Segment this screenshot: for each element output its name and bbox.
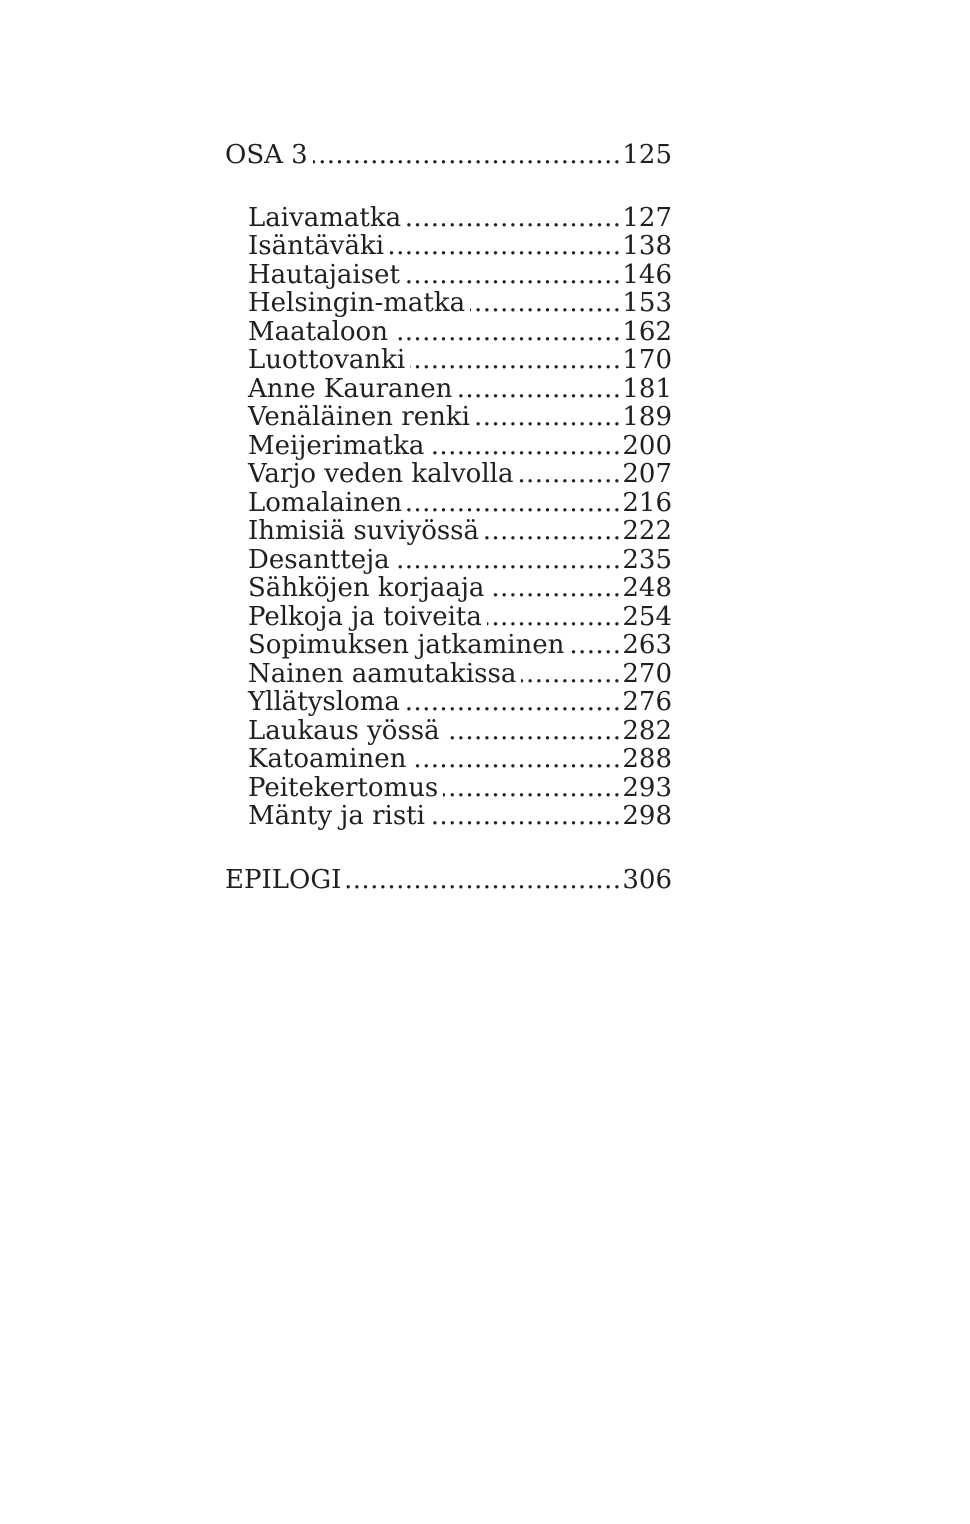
toc-entry-title: Maataloon	[248, 316, 388, 347]
dot-leader	[411, 745, 621, 774]
toc-entry-title: Luottovanki	[248, 345, 406, 375]
toc-entry-page-number: 162	[622, 316, 672, 347]
toc-entry	[225, 517, 672, 546]
toc-entry-title: Isäntäväki	[248, 231, 385, 261]
toc-part-title: OSA 3	[225, 140, 308, 170]
dot-leader	[395, 546, 622, 575]
toc-entry	[225, 717, 672, 746]
toc-entry-title: Hautajaiset	[248, 259, 400, 290]
toc-entry-title: Mänty ja risti	[248, 801, 425, 831]
dot-leader	[521, 660, 621, 689]
dot-leader	[489, 574, 621, 603]
toc-entry-page-number: 288	[622, 744, 672, 774]
toc-entry	[225, 774, 672, 803]
toc-entry-page-number: 189	[622, 402, 672, 432]
toc-entry	[225, 546, 672, 575]
toc-chapter-list	[225, 204, 672, 831]
toc-entry-title: Yllätysloma	[248, 687, 400, 717]
toc-entry	[225, 631, 672, 660]
toc-entry-page-number: 248	[622, 573, 672, 603]
toc-entry-title: Pelkoja ja toiveita	[248, 601, 482, 632]
dot-leader	[346, 866, 621, 895]
toc-entry-page-number: 235	[622, 544, 672, 575]
dot-leader	[475, 403, 621, 432]
dot-leader	[445, 717, 622, 746]
toc-entry-page-number: 270	[622, 658, 672, 689]
toc-entry-page-number: 254	[622, 601, 672, 632]
toc-entry	[225, 460, 672, 489]
toc-entry-page-number: 298	[622, 801, 672, 831]
toc-entry	[225, 232, 672, 261]
dot-leader	[405, 261, 621, 290]
toc-entry	[225, 688, 672, 717]
toc-entry-title: Helsingin-matka	[248, 288, 466, 318]
toc-entry	[225, 289, 672, 318]
table-of-contents	[225, 141, 672, 894]
toc-entry-title: Laukaus yössä	[248, 715, 440, 746]
toc-entry-page-number: 146	[622, 259, 672, 290]
toc-entry-page-number: 127	[622, 202, 672, 233]
toc-entry-page-number: 222	[622, 516, 672, 546]
toc-entry-page-number: 293	[622, 772, 672, 803]
toc-entry	[225, 375, 672, 404]
toc-entry-title: Meijerimatka	[248, 430, 425, 461]
toc-entry	[225, 802, 672, 831]
dot-leader	[405, 688, 621, 717]
toc-entry-title: Ihmisiä suviyössä	[248, 516, 480, 546]
toc-entry-page-number: 181	[622, 373, 672, 404]
dot-leader	[389, 232, 621, 261]
toc-entry-title: Venäläinen renki	[248, 402, 470, 432]
toc-part-header	[225, 141, 672, 170]
toc-entry-title: Katoaminen	[248, 744, 407, 774]
toc-entry	[225, 745, 672, 774]
dot-leader	[443, 774, 621, 803]
toc-entry-title: Peitekertomus	[248, 772, 439, 803]
dot-leader	[393, 318, 621, 347]
dot-leader	[518, 460, 621, 489]
toc-entry-page-number: 138	[622, 231, 672, 261]
toc-part-page-number: 125	[622, 140, 672, 170]
dot-leader	[569, 631, 621, 660]
dot-leader	[457, 375, 621, 404]
dot-leader	[406, 204, 621, 233]
toc-entry	[225, 403, 672, 432]
toc-entry	[225, 432, 672, 461]
dot-leader	[429, 432, 621, 461]
toc-epilog-title: EPILOGI	[225, 864, 342, 895]
toc-entry-page-number: 153	[622, 288, 672, 318]
toc-entry	[225, 346, 672, 375]
toc-entry-title: Anne Kauranen	[248, 373, 453, 404]
toc-entry-page-number: 200	[622, 430, 672, 461]
dot-leader	[430, 802, 621, 831]
toc-entry-page-number: 263	[622, 630, 672, 660]
toc-entry-title: Varjo veden kalvolla	[248, 459, 514, 489]
toc-entry-title: Sähköjen korjaaja	[248, 573, 485, 603]
toc-entry-page-number: 170	[622, 345, 672, 375]
toc-entry-title: Laivamatka	[248, 202, 402, 233]
toc-entry	[225, 261, 672, 290]
toc-entry-title: Lomalainen	[248, 487, 403, 518]
toc-entry-title: Desantteja	[248, 544, 390, 575]
toc-entry	[225, 574, 672, 603]
toc-entry	[225, 603, 672, 632]
toc-entry-page-number: 282	[622, 715, 672, 746]
toc-entry	[225, 318, 672, 347]
dot-leader	[487, 603, 622, 632]
toc-entry-page-number: 216	[622, 487, 672, 518]
toc-epilog-page-number: 306	[622, 864, 672, 895]
dot-leader	[470, 289, 621, 318]
dot-leader	[407, 489, 621, 518]
toc-entry	[225, 489, 672, 518]
toc-entry	[225, 204, 672, 233]
toc-entry-page-number: 207	[622, 459, 672, 489]
toc-entry-title: Nainen aamutakissa	[248, 658, 517, 689]
toc-entry-page-number: 276	[622, 687, 672, 717]
dot-leader	[410, 346, 621, 375]
dot-leader	[313, 141, 622, 170]
dot-leader	[484, 517, 621, 546]
toc-entry	[225, 660, 672, 689]
toc-epilog-entry	[225, 866, 672, 895]
toc-entry-title: Sopimuksen jatkaminen	[248, 630, 565, 660]
